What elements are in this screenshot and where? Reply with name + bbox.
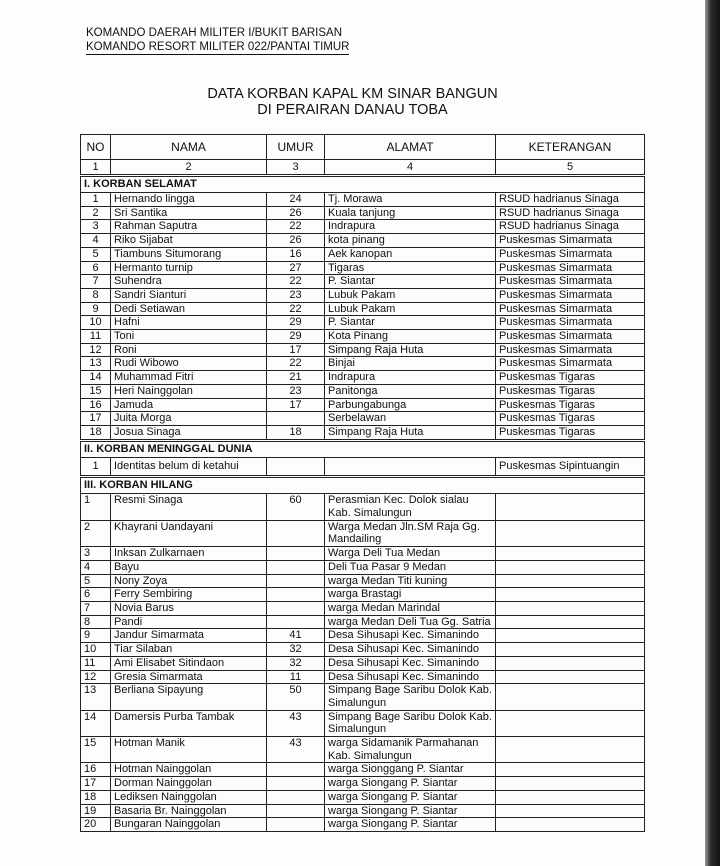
victim-address: kota pinang [325, 234, 496, 248]
scan-edge-shadow [705, 0, 720, 866]
row-number: 7 [81, 601, 111, 615]
victim-remark [496, 588, 645, 602]
victim-name: Ami Elisabet Sitindaon [111, 656, 267, 670]
victim-address: warga Siongang P. Siantar [325, 790, 496, 804]
victim-remark [496, 670, 645, 684]
table-row [81, 220, 645, 234]
victim-age: 21 [267, 371, 325, 385]
victim-remark: Puskesmas Simarmata [496, 330, 645, 344]
victim-address: Warga Medan Jln.SM Raja Gg. Mandailing [325, 520, 496, 546]
victim-age: 17 [267, 398, 325, 412]
section-title: II. KORBAN MENINGGAL DUNIA [81, 440, 645, 457]
column-number: 3 [267, 160, 325, 176]
table-row [81, 247, 645, 261]
victim-age: 23 [267, 384, 325, 398]
victim-address: Indrapura [325, 220, 496, 234]
victim-remark [496, 560, 645, 574]
row-number: 9 [81, 302, 111, 316]
row-number: 4 [81, 560, 111, 574]
table-row [81, 384, 645, 398]
victim-address: Warga Deli Tua Medan [325, 547, 496, 561]
table-row [81, 371, 645, 385]
victim-name: Juita Morga [111, 412, 267, 426]
victim-age: 27 [267, 261, 325, 275]
col-header-keterangan: KETERANGAN [496, 135, 645, 160]
victim-remark [496, 763, 645, 777]
table-row [81, 234, 645, 248]
victim-address: warga Medan Marindal [325, 601, 496, 615]
victim-remark [496, 520, 645, 546]
row-number: 10 [81, 316, 111, 330]
victim-name: Heri Nainggolan [111, 384, 267, 398]
col-header-nama: NAMA [111, 135, 267, 160]
victim-remark: Puskesmas Tigaras [496, 412, 645, 426]
title-line-2: DI PERAIRAN DANAU TOBA [257, 102, 448, 118]
victim-remark: Puskesmas Simarmata [496, 343, 645, 357]
victim-age [267, 560, 325, 574]
victim-name: Riko Sijabat [111, 234, 267, 248]
victim-address: Simpang Bage Saribu Dolok Kab. Simalungun [325, 684, 496, 710]
victim-address [325, 457, 496, 477]
table-row [81, 615, 645, 629]
victim-age [267, 457, 325, 477]
victim-name: Muhammad Fitri [111, 371, 267, 385]
victim-age [267, 547, 325, 561]
victim-address: P. Siantar [325, 316, 496, 330]
victim-age: 26 [267, 234, 325, 248]
row-number: 6 [81, 588, 111, 602]
table-row [81, 316, 645, 330]
victim-age [267, 412, 325, 426]
table-row [81, 574, 645, 588]
row-number: 13 [81, 357, 111, 371]
victim-age: 17 [267, 343, 325, 357]
row-number: 20 [81, 818, 111, 832]
row-number: 13 [81, 684, 111, 710]
table-row [81, 398, 645, 412]
victim-remark: Puskesmas Simarmata [496, 234, 645, 248]
table-row [81, 302, 645, 316]
victim-name: Jamuda [111, 398, 267, 412]
table-row [81, 777, 645, 791]
victim-name: Nony Zoya [111, 574, 267, 588]
table-row [81, 737, 645, 763]
row-number: 18 [81, 790, 111, 804]
column-number: 2 [111, 160, 267, 176]
victim-address: Serbelawan [325, 412, 496, 426]
victim-name: Josua Sinaga [111, 425, 267, 440]
victim-address: Panitonga [325, 384, 496, 398]
row-number: 1 [81, 457, 111, 477]
victim-address: Kota Pinang [325, 330, 496, 344]
victim-age [267, 615, 325, 629]
table-row [81, 357, 645, 371]
victim-address: warga Medan Deli Tua Gg. Satria [325, 615, 496, 629]
row-number: 19 [81, 804, 111, 818]
victim-age [267, 520, 325, 546]
letterhead [86, 26, 349, 55]
victim-name: Bayu [111, 560, 267, 574]
table-row [81, 520, 645, 546]
victim-remark [496, 818, 645, 832]
row-number: 14 [81, 710, 111, 736]
victim-remark: Puskesmas Tigaras [496, 384, 645, 398]
letterhead-line-2: KOMANDO RESORT MILITER 022/PANTAI TIMUR [86, 41, 350, 53]
victim-remark [496, 804, 645, 818]
victim-address: Simpang Raja Huta [325, 343, 496, 357]
table-row [81, 206, 645, 220]
victim-age: 24 [267, 193, 325, 207]
victim-name: Resmi Sinaga [111, 494, 267, 520]
victim-remark: Puskesmas Tigaras [496, 398, 645, 412]
row-number: 3 [81, 547, 111, 561]
section-header-row [81, 176, 645, 193]
victim-name: Identitas belum di ketahui [111, 457, 267, 477]
row-number: 16 [81, 763, 111, 777]
victim-age: 26 [267, 206, 325, 220]
table-row [81, 588, 645, 602]
section-header-row [81, 477, 645, 494]
column-number: 5 [496, 160, 645, 176]
table-header-row [81, 135, 645, 160]
victim-address: Desa Sihusapi Kec. Simanindo [325, 643, 496, 657]
victim-name: Rudi Wibowo [111, 357, 267, 371]
victim-age: 11 [267, 670, 325, 684]
row-number: 11 [81, 656, 111, 670]
victim-address: P. Siantar [325, 275, 496, 289]
table-row [81, 457, 645, 477]
row-number: 1 [81, 494, 111, 520]
row-number: 2 [81, 206, 111, 220]
victim-name: Sri Santika [111, 206, 267, 220]
victim-age [267, 574, 325, 588]
victim-age: 32 [267, 643, 325, 657]
victim-remark [496, 656, 645, 670]
table-row [81, 710, 645, 736]
victim-age: 60 [267, 494, 325, 520]
table-row [81, 763, 645, 777]
victim-remark: Puskesmas Simarmata [496, 288, 645, 302]
table-row [81, 790, 645, 804]
victim-remark [496, 574, 645, 588]
victim-address: warga Sionggang P. Siantar [325, 763, 496, 777]
victim-name: Pandi [111, 615, 267, 629]
row-number: 12 [81, 343, 111, 357]
victim-age: 29 [267, 330, 325, 344]
victim-age [267, 804, 325, 818]
victim-age: 22 [267, 220, 325, 234]
victim-remark [496, 777, 645, 791]
table-row [81, 629, 645, 643]
victim-age: 22 [267, 275, 325, 289]
victim-age: 23 [267, 288, 325, 302]
victim-remark [496, 790, 645, 804]
victim-name: Roni [111, 343, 267, 357]
row-number: 14 [81, 371, 111, 385]
table-row [81, 288, 645, 302]
victim-remark [496, 547, 645, 561]
victim-age: 32 [267, 656, 325, 670]
victim-address: warga Medan Titi kuning [325, 574, 496, 588]
victim-name: Tiambuns Situmorang [111, 247, 267, 261]
victim-age: 18 [267, 425, 325, 440]
victims-table [80, 134, 645, 832]
row-number: 4 [81, 234, 111, 248]
table-row [81, 330, 645, 344]
victim-remark [496, 643, 645, 657]
victim-name: Toni [111, 330, 267, 344]
victim-age [267, 601, 325, 615]
victim-name: Lediksen Nainggolan [111, 790, 267, 804]
victim-name: Dedi Setiawan [111, 302, 267, 316]
victim-address: Indrapura [325, 371, 496, 385]
victim-remark [496, 601, 645, 615]
victim-name: Hotman Manik [111, 737, 267, 763]
victim-name: Damersis Purba Tambak [111, 710, 267, 736]
section-title: I. KORBAN SELAMAT [81, 176, 645, 193]
victim-address: Perasmian Kec. Dolok sialau Kab. Simalungun [325, 494, 496, 520]
table-row [81, 547, 645, 561]
table-row [81, 656, 645, 670]
table-body [81, 176, 645, 832]
victim-remark: Puskesmas Simarmata [496, 275, 645, 289]
victim-address: warga Siongang P. Siantar [325, 818, 496, 832]
table-row [81, 560, 645, 574]
victim-age [267, 763, 325, 777]
victim-name: Tiar Silaban [111, 643, 267, 657]
title-line-1: DATA KORBAN KAPAL KM SINAR BANGUN [207, 86, 498, 102]
table-row [81, 818, 645, 832]
victim-address: Deli Tua Pasar 9 Medan [325, 560, 496, 574]
section-title: III. KORBAN HILANG [81, 477, 645, 494]
row-number: 5 [81, 247, 111, 261]
table-row [81, 275, 645, 289]
victim-remark [496, 494, 645, 520]
table-row [81, 261, 645, 275]
victim-age: 43 [267, 710, 325, 736]
row-number: 3 [81, 220, 111, 234]
victim-name: Bungaran Nainggolan [111, 818, 267, 832]
victim-address: Desa Sihusapi Kec. Simanindo [325, 629, 496, 643]
victim-address: Simpang Raja Huta [325, 425, 496, 440]
row-number: 17 [81, 412, 111, 426]
victim-name: Jandur Simarmata [111, 629, 267, 643]
victim-remark [496, 629, 645, 643]
table-row [81, 343, 645, 357]
row-number: 2 [81, 520, 111, 546]
row-number: 15 [81, 737, 111, 763]
table-row [81, 193, 645, 207]
victim-address: Simpang Bage Saribu Dolok Kab. Simalungun [325, 710, 496, 736]
victim-remark [496, 615, 645, 629]
victim-address: warga Brastagi [325, 588, 496, 602]
victim-age: 43 [267, 737, 325, 763]
row-number: 8 [81, 288, 111, 302]
row-number: 1 [81, 193, 111, 207]
column-number-row [81, 160, 645, 176]
victim-remark: RSUD hadrianus Sinaga [496, 220, 645, 234]
victim-remark: Puskesmas Tigaras [496, 425, 645, 440]
victim-remark: Puskesmas Simarmata [496, 357, 645, 371]
victim-name: Ferry Sembiring [111, 588, 267, 602]
table-row [81, 684, 645, 710]
victim-name: Gresia Simarmata [111, 670, 267, 684]
victim-remark: Puskesmas Simarmata [496, 316, 645, 330]
victim-age [267, 790, 325, 804]
victim-address: Desa Sihusapi Kec. Simanindo [325, 670, 496, 684]
victim-address: Aek kanopan [325, 247, 496, 261]
victim-address: warga Siongang P. Siantar [325, 777, 496, 791]
victim-name: Dorman Nainggolan [111, 777, 267, 791]
column-number: 1 [81, 160, 111, 176]
row-number: 7 [81, 275, 111, 289]
victim-address: Kuala tanjung [325, 206, 496, 220]
table-row [81, 670, 645, 684]
row-number: 5 [81, 574, 111, 588]
victim-remark: RSUD hadrianus Sinaga [496, 206, 645, 220]
victim-name: Khayrani Uandayani [111, 520, 267, 546]
victim-age: 16 [267, 247, 325, 261]
row-number: 8 [81, 615, 111, 629]
victim-address: Tigaras [325, 261, 496, 275]
row-number: 10 [81, 643, 111, 657]
table-row [81, 412, 645, 426]
table-row [81, 643, 645, 657]
col-header-alamat: ALAMAT [325, 135, 496, 160]
row-number: 12 [81, 670, 111, 684]
victim-remark: Puskesmas Tigaras [496, 371, 645, 385]
victim-remark: Puskesmas Simarmata [496, 261, 645, 275]
victim-address: Binjai [325, 357, 496, 371]
victim-name: Inksan Zulkarnaen [111, 547, 267, 561]
victim-remark: RSUD hadrianus Sinaga [496, 193, 645, 207]
victim-remark [496, 710, 645, 736]
victim-address: Lubuk Pakam [325, 288, 496, 302]
victim-name: Berliana Sipayung [111, 684, 267, 710]
victim-address: warga Sidamanik Parmahanan Kab. Simalungun [325, 737, 496, 763]
victim-remark: Puskesmas Simarmata [496, 247, 645, 261]
victim-name: Basaria Br. Nainggolan [111, 804, 267, 818]
victim-remark [496, 684, 645, 710]
victim-remark [496, 737, 645, 763]
victim-name: Sandri Sianturi [111, 288, 267, 302]
row-number: 18 [81, 425, 111, 440]
table-row [81, 425, 645, 440]
section-header-row [81, 440, 645, 457]
victim-age [267, 588, 325, 602]
col-header-umur: UMUR [267, 135, 325, 160]
table-row [81, 494, 645, 520]
column-number: 4 [325, 160, 496, 176]
row-number: 6 [81, 261, 111, 275]
victim-name: Suhendra [111, 275, 267, 289]
victim-remark: Puskesmas Simarmata [496, 302, 645, 316]
row-number: 17 [81, 777, 111, 791]
col-header-no: NO [81, 135, 111, 160]
victim-name: Hafni [111, 316, 267, 330]
victim-age: 50 [267, 684, 325, 710]
victim-age: 22 [267, 357, 325, 371]
table-row [81, 601, 645, 615]
victim-remark: Puskesmas Sipintuangin [496, 457, 645, 477]
victim-address: Desa Sihusapi Kec. Simanindo [325, 656, 496, 670]
victim-name: Hermanto turnip [111, 261, 267, 275]
row-number: 15 [81, 384, 111, 398]
victim-age [267, 777, 325, 791]
victim-age: 29 [267, 316, 325, 330]
victim-name: Hernando lingga [111, 193, 267, 207]
victim-address: Tj. Morawa [325, 193, 496, 207]
row-number: 16 [81, 398, 111, 412]
row-number: 11 [81, 330, 111, 344]
victim-address: Parbungabunga [325, 398, 496, 412]
victim-name: Rahman Saputra [111, 220, 267, 234]
victim-age [267, 818, 325, 832]
victim-address: Lubuk Pakam [325, 302, 496, 316]
table-row [81, 804, 645, 818]
document-title [0, 86, 705, 118]
letterhead-line-1: KOMANDO DAERAH MILITER I/BUKIT BARISAN [86, 27, 343, 39]
victim-name: Hotman Nainggolan [111, 763, 267, 777]
victim-age: 41 [267, 629, 325, 643]
victim-age: 22 [267, 302, 325, 316]
victim-address: warga Siongang P. Siantar [325, 804, 496, 818]
row-number: 9 [81, 629, 111, 643]
victim-name: Novia Barus [111, 601, 267, 615]
